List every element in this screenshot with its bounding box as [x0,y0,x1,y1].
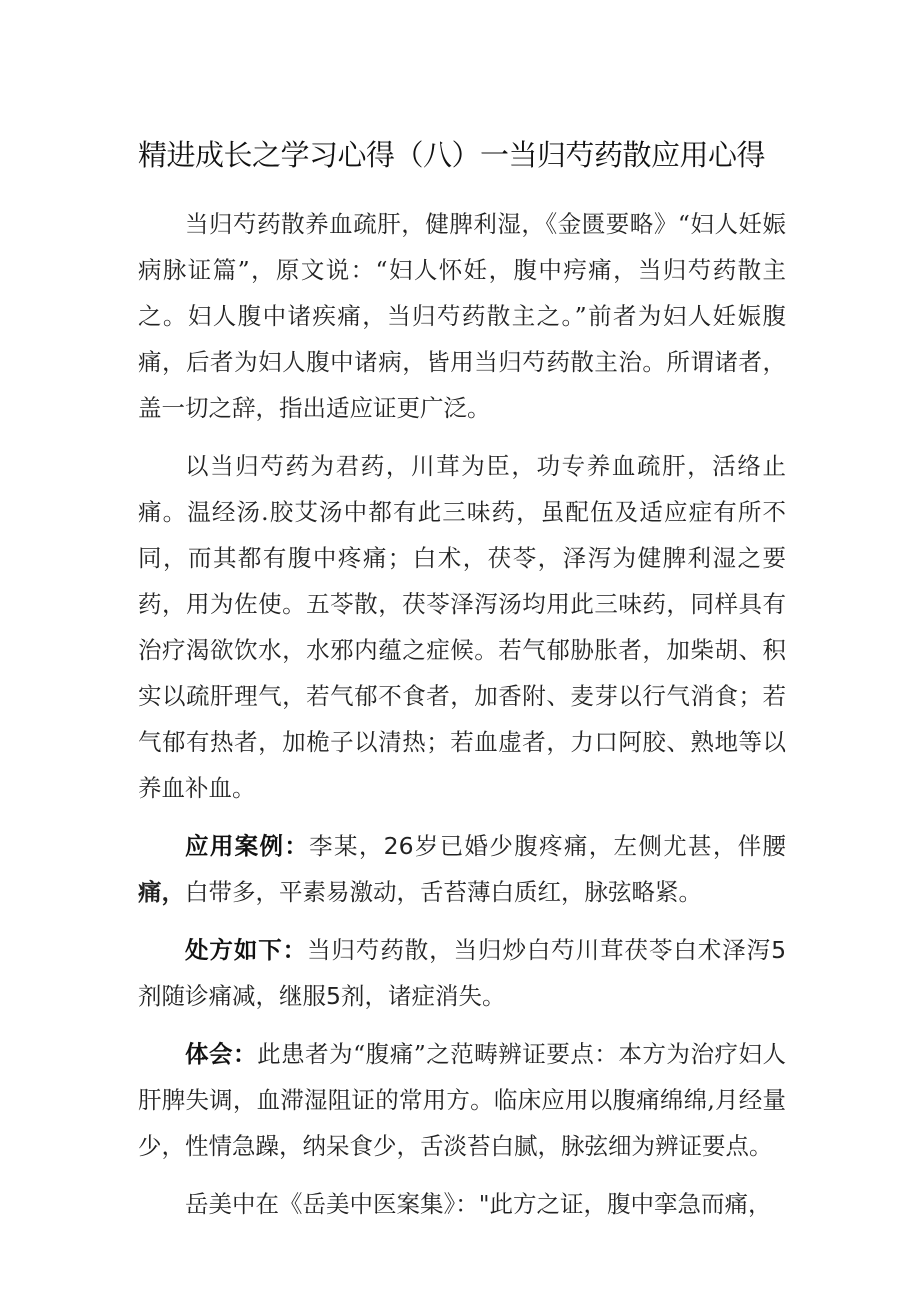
prescription-text-b: 剂随诊痛减，继服 [138,982,326,1010]
paragraph-composition: 以当归芍药为君药，川茸为臣，功专养血疏肝，活络止痛。温经汤.胶艾汤中都有此三味药，虽配伍及适应症有所不同，而其都有腹中疼痛；白术，茯苓，泽泻为健脾利湿之要药，用为佐使。五苓散，茯苓泽泻汤均用此三味药，同样具有治疗渴欲饮水，水邪内蕴之症候。若气郁胁胀者，加柴胡、积实以疏肝理气，若气郁不食者，加香附、麦芽以行气消食；若气郁有热者，加桅子以清热；若血虚者，力口阿胶、熟地等以养血补血。 [138,452,786,802]
prescription-dose-2: 5 [326,982,341,1010]
paragraph-intro: 当归芍药散养血疏肝，健脾利湿，《金匮要略》“妇人妊娠病脉证篇”，原文说：“妇人怀妊，腹中疞痛，当归芍药散主之。妇人腹中诸疾痛，当归芍药散主之。”前者为妇人妊娠腹痛，后者为妇人腹中诸病，皆用当归芍药散主治。所谓诸者，盖一切之辞，指出适应证更广泛。 [138,210,786,422]
prescription-dose-1: 5 [771,936,787,964]
case-age: 26 [383,832,414,860]
paragraph-prescription [138,927,786,1019]
insight-heading: 体会： [185,1040,258,1068]
case-text-b: 岁已婚少腹疼痛，左侧尤甚，伴腰 [413,832,787,860]
document-body [138,201,786,1227]
prescription-text-c: 剂，诸症消失。 [340,982,506,1010]
paragraph-quote: 岳美中在《岳美中医案集》："此方之证，腹中挛急而痛， [185,1190,772,1218]
case-text-a: 李某， [309,832,384,860]
prescription-text-a: 当归芍药散，当归炒白芍川茸茯苓白术泽泻 [307,936,772,964]
prescription-heading: 处方如下： [185,936,308,964]
case-heading: 应用案例： [185,832,310,860]
paragraph-insight [138,1031,786,1169]
case-text-bold: 痛， [138,878,185,906]
paragraph-case [138,823,786,915]
document-title: 精进成长之学习心得（八）一当归芍药散应用心得 [138,138,766,172]
case-text-d: 白带多，平素易激动，舌苔薄白质红，脉弦略紧。 [185,878,702,906]
insight-text: 此患者为“腹痛”之范畴辨证要点：本方为治疗妇人肝脾失调，血滞湿阻证的常用方。临床应用以腹痛绵绵,月经量少，性情急躁，纳呆食少，舌淡苔白腻，脉弦细为辨证要点。 [138,1040,787,1160]
